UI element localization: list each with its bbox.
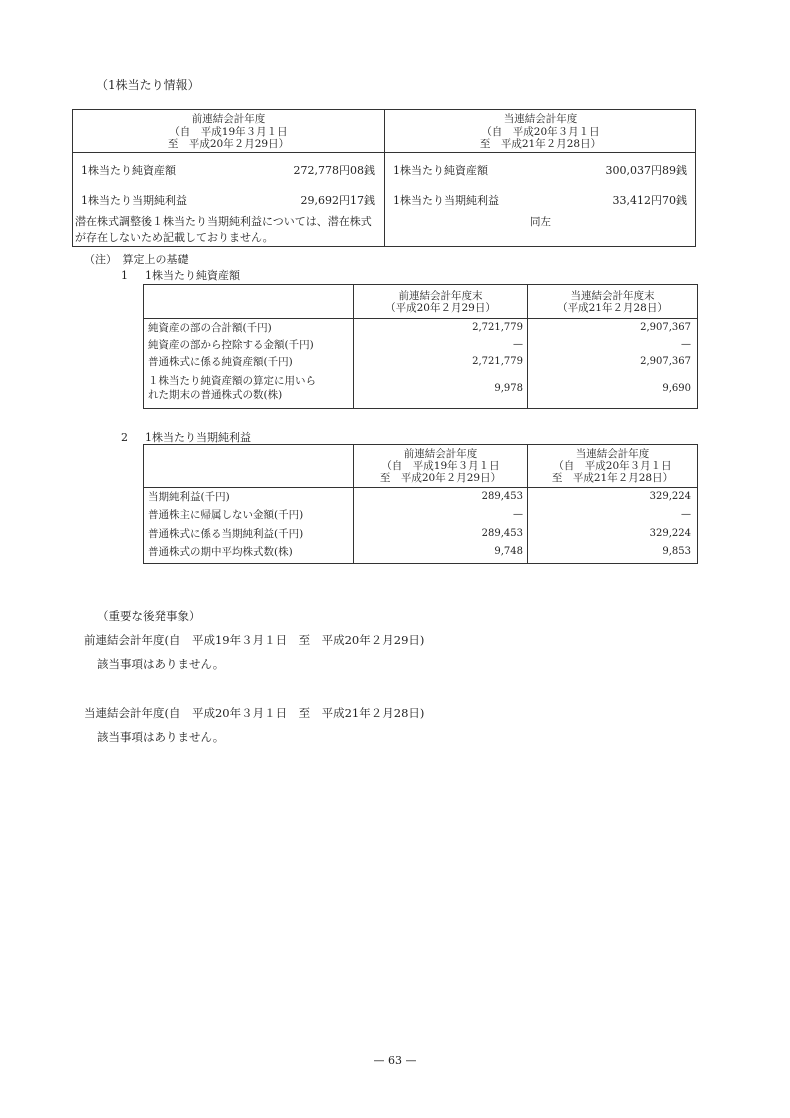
row-prev-value: 289,453 [481,528,523,539]
curr-period-text: 該当事項はありません。 [97,730,225,744]
header-title: 前連結会計年度 [403,448,478,460]
prev-net-assets-value: 272,778円08銭 [293,164,375,177]
curr-diluted-note: 同左 [530,216,551,228]
row-curr-value: — [681,339,691,350]
header-from: （自 平成19年３月１日 [381,460,500,472]
curr-net-income-value: 33,412円70銭 [612,194,687,207]
prev-period-header [354,290,527,314]
row-label: 普通株式に係る当期純利益(千円) [148,528,304,540]
row-curr-value: 9,690 [662,383,691,394]
header-to: 至 平成21年２月28日） [551,472,674,484]
item1-title: 1株当たり純資産額 [145,269,240,282]
header-to: 至 平成20年２月29日） [167,138,290,150]
header-title: 当連結会計年度 [575,448,650,460]
section-title: （1株当たり情報） [96,78,200,92]
row-label: 純資産の部から控除する金額(千円) [148,339,314,351]
curr-net-assets-label: 1株当たり純資産額 [393,164,488,177]
row-prev-value: 289,453 [481,491,523,502]
header-title: 当連結会計年度末 [570,290,655,302]
net-assets-basis-table [143,284,698,409]
row-prev-value: 2,721,779 [472,322,523,333]
row-prev-value: — [513,339,523,350]
header-from: （自 平成19年３月１日 [169,125,288,138]
item1-number: 1 [121,269,128,282]
header-title: 前連結会計年度 [191,113,266,125]
item1-heading [121,267,240,283]
row-label: 普通株式の期中平均株式数(株) [148,546,293,558]
header-to: 至 平成21年２月28日） [479,138,602,150]
prev-period-heading: 前連結会計年度(自 平成19年３月１日 至 平成20年２月29日) [84,633,425,647]
row-label: 純資産の部の合計額(千円) [148,322,272,334]
row-curr-value: 329,224 [649,491,691,502]
header-divider [73,152,695,153]
header-from: （自 平成20年３月１日 [553,460,672,472]
curr-period-heading: 当連結会計年度(自 平成20年３月１日 至 平成21年２月28日) [84,706,425,720]
header-from: （自 平成20年３月１日 [481,125,600,138]
net-income-basis-table [143,444,698,564]
per-share-info-table [72,109,696,247]
row-curr-value: 2,907,367 [640,356,691,367]
curr-net-assets-value: 300,037円89銭 [605,164,687,177]
row-curr-value: 2,907,367 [640,322,691,333]
prev-diluted-note: 潜在株式調整後１株当たり当期純利益については、潜在株式が存在しないため記載しておりません。 [75,215,372,244]
subsequent-events-title: （重要な後発事象） [97,609,201,623]
header-date: （平成21年２月28日） [557,302,668,314]
prev-net-income-value: 29,692円17銭 [300,194,375,207]
row-label-line1: １株当たり純資産額の算定に用いら [148,375,316,387]
header-title: 当連結会計年度 [503,113,578,125]
item2-number: 2 [121,431,128,444]
item2-title: 1株当たり当期純利益 [145,431,251,444]
item2-heading [121,429,251,445]
prev-period-text: 該当事項はありません。 [97,657,225,671]
row-label-line2: れた期末の普通株式の数(株) [148,389,283,401]
header-date: （平成20年２月29日） [385,302,496,314]
curr-period-header [528,448,697,484]
header-title: 前連結会計年度末 [398,290,483,302]
curr-period-header [385,113,696,151]
row-prev-value: 9,748 [494,546,523,557]
calculation-basis-label: （注） 算定上の基礎 [84,253,189,266]
row-curr-value: 329,224 [649,528,691,539]
header-divider [144,487,697,488]
row-prev-value: 9,978 [494,383,523,394]
row-label: 普通株式に係る純資産額(千円) [148,356,293,368]
prev-period-header [73,113,384,151]
header-to: 至 平成20年２月29日） [379,472,502,484]
page-number: — 63 — [373,1054,417,1067]
curr-net-income-label: 1株当たり当期純利益 [393,194,499,207]
row-label: 当期純利益(千円) [148,491,230,503]
prev-net-assets-label: 1株当たり純資産額 [81,164,176,177]
row-prev-value: 2,721,779 [472,356,523,367]
prev-period-header [354,448,527,484]
prev-net-income-label: 1株当たり当期純利益 [81,194,187,207]
header-divider [144,318,697,319]
curr-period-header [528,290,697,314]
row-prev-value: — [513,509,523,520]
row-curr-value: — [681,509,691,520]
row-label: 普通株主に帰属しない金額(千円) [148,509,304,521]
row-curr-value: 9,853 [662,546,691,557]
